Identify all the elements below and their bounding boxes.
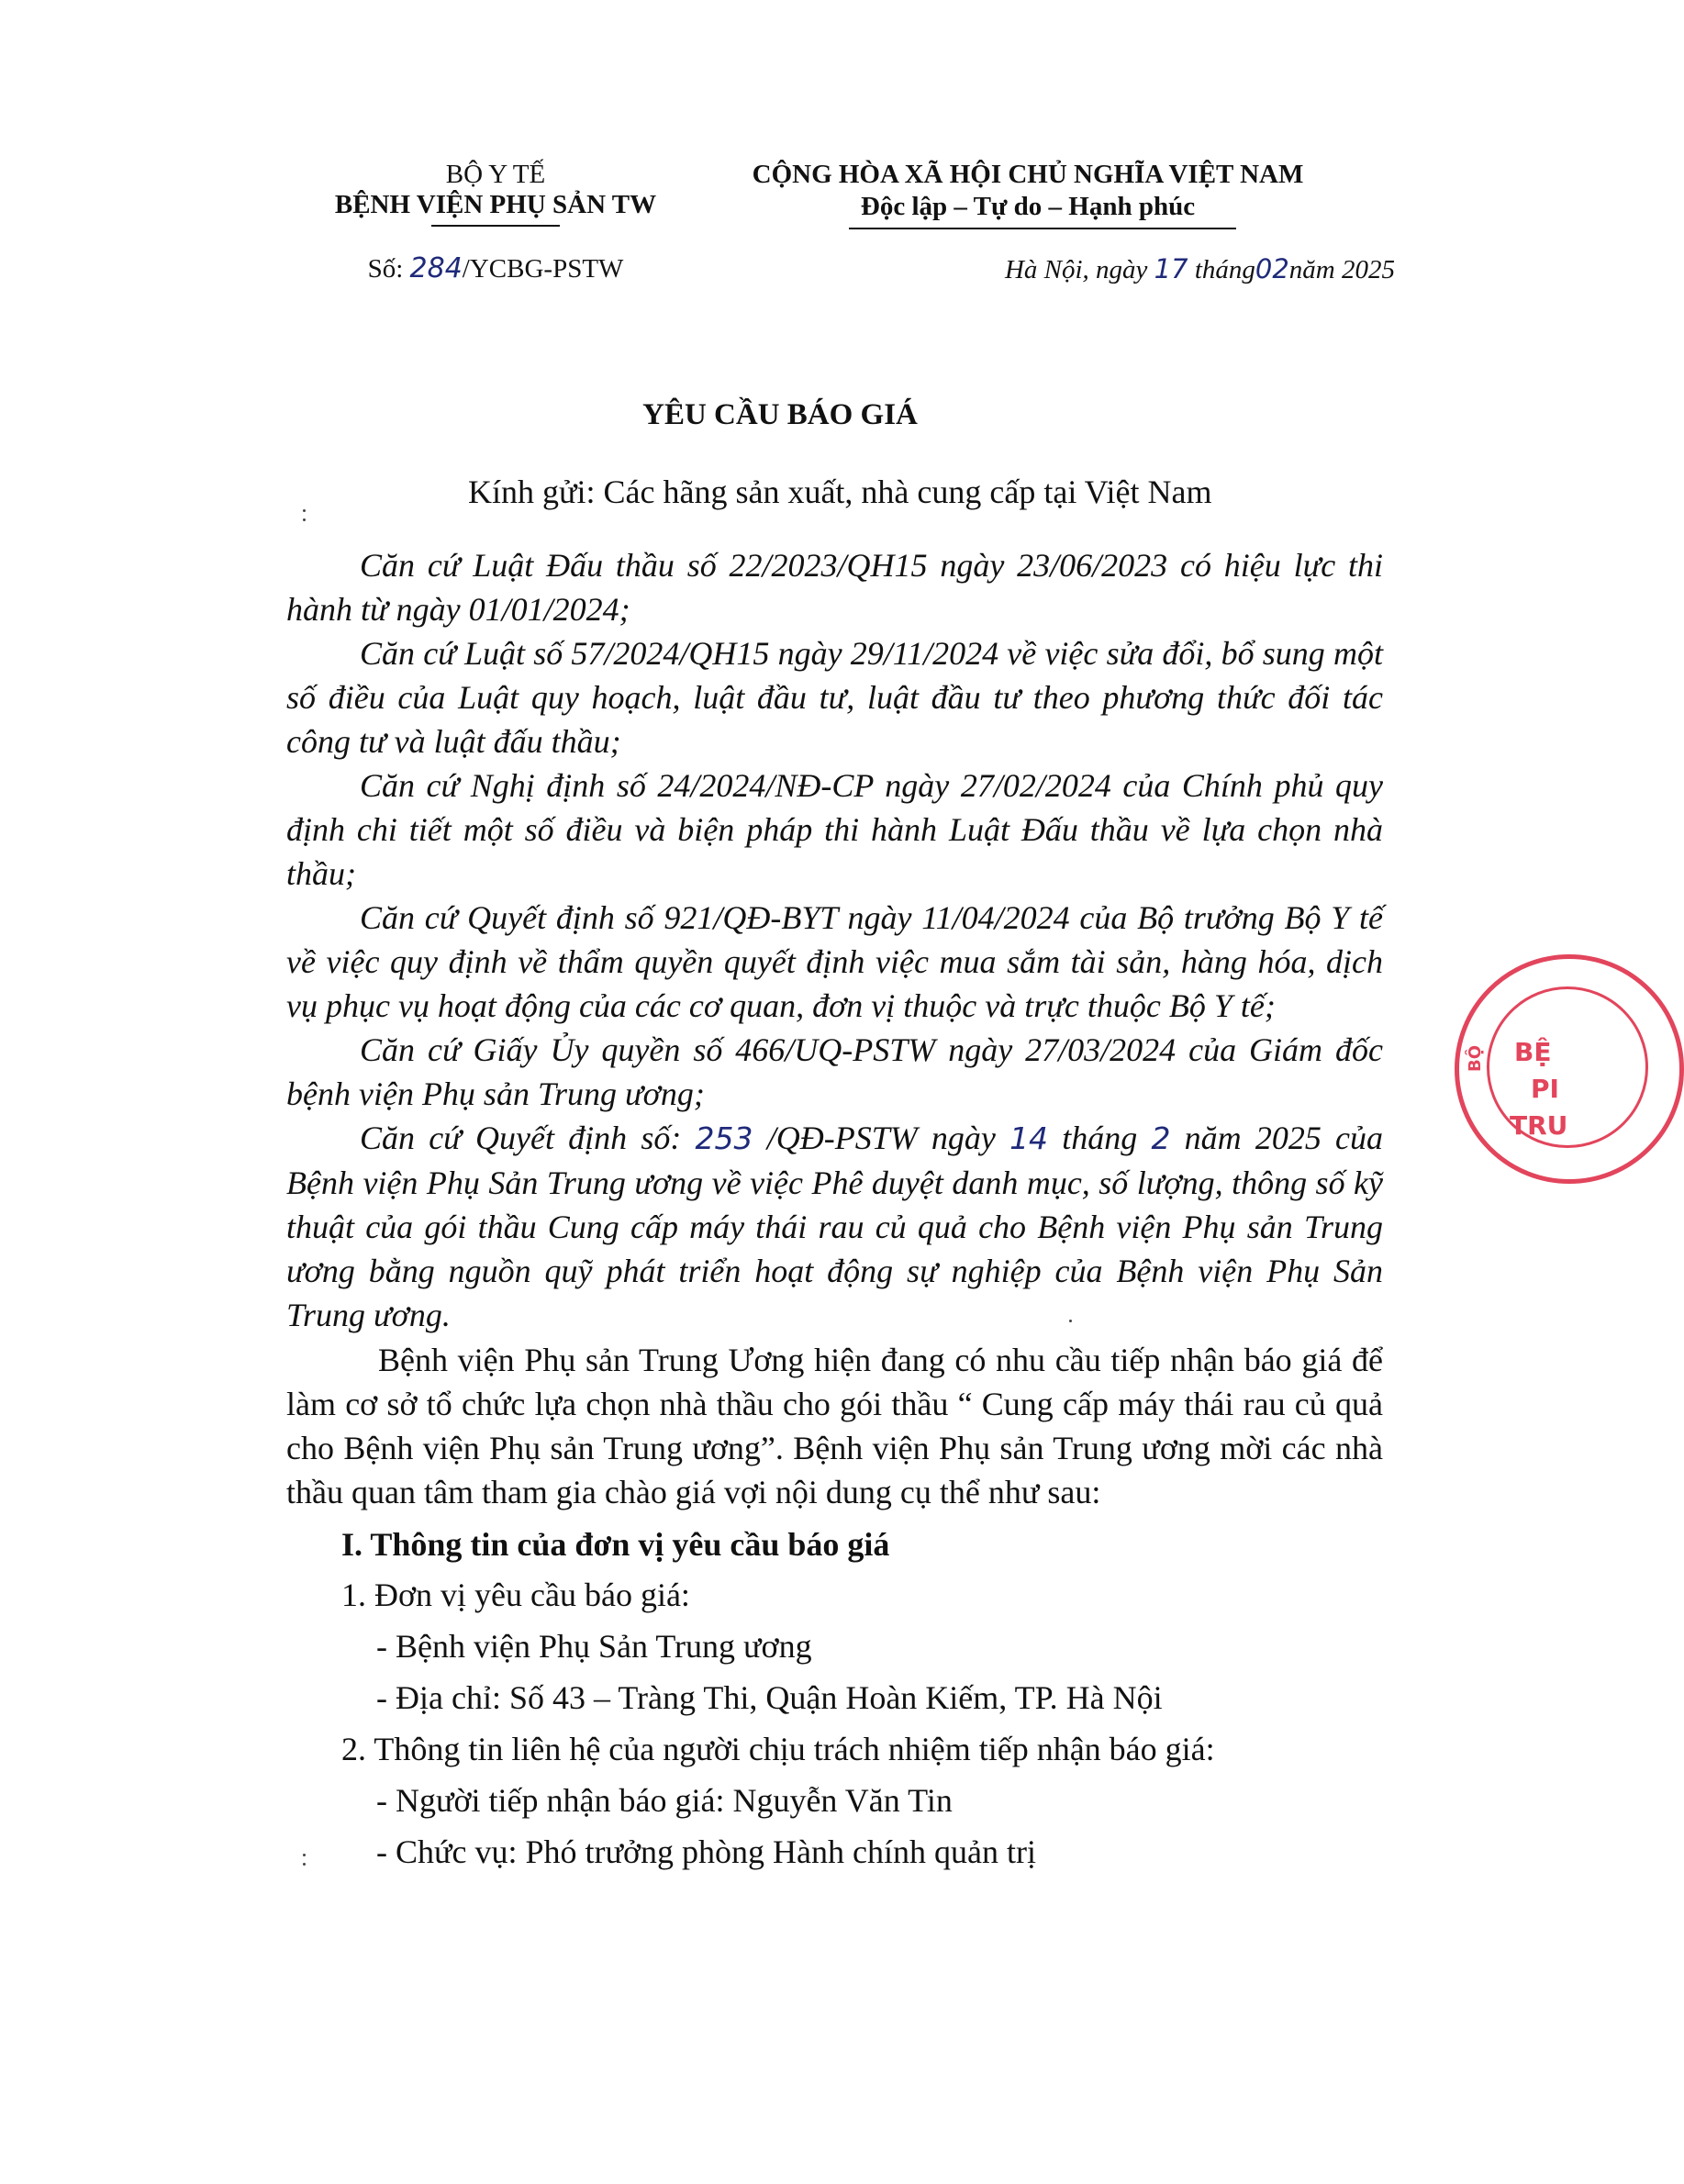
section1-item2: 2. Thông tin liên hệ của người chịu trách nhiệm tiếp nhận báo giá: bbox=[341, 1731, 1215, 1767]
motto: Độc lập – Tự do – Hạnh phúc bbox=[860, 192, 1196, 221]
decision-rest: năm 2025 của Bệnh viện Phụ Sản Trung ương về việc Phê duyệt danh mục, số lượng, thông số kỹ thuật của gói thầu Cung cấp máy thái rau củ quả cho Bệnh viện Phụ sản Trung ương bằng nguồn quỹ phát triển hoạt động sự nghiệp của Bệnh viện Phụ Sản Trung ương. bbox=[286, 1120, 1383, 1333]
ministry-name: BỘ Y TẾ bbox=[445, 160, 546, 189]
hospital-name: BỆNH VIỆN PHỤ SẢN TW bbox=[334, 190, 657, 219]
legal-basis: Căn cứ Nghị định số 24/2024/NĐ-CP ngày 27/02/2024 của Chính phủ quy định chi tiết một số điều và biện pháp thi hành Luật Đấu thầu về lựa chọn nhà thầu; bbox=[286, 767, 1383, 892]
receiver-name: - Người tiếp nhận báo giá: Nguyễn Văn Tin bbox=[376, 1782, 953, 1819]
red-seal-stamp bbox=[1455, 954, 1684, 1184]
decision-number-handwritten: 253 bbox=[695, 1120, 753, 1156]
unit-name: - Bệnh viện Phụ Sản Trung ương bbox=[376, 1628, 812, 1665]
scan-speck bbox=[303, 518, 306, 521]
stamp-line3: TRU bbox=[1510, 1110, 1568, 1141]
scan-speck bbox=[303, 1854, 306, 1856]
stamp-line2: PI bbox=[1531, 1074, 1559, 1104]
stamp-line1: BỆ bbox=[1514, 1037, 1552, 1067]
scan-speck bbox=[303, 1863, 306, 1866]
decision-part2: /QĐ-PSTW ngày bbox=[766, 1120, 996, 1156]
receiver-position: - Chức vụ: Phó trưởng phòng Hành chính quản trị bbox=[376, 1833, 1036, 1870]
legal-basis: Căn cứ Giấy Ủy quyền số 466/UQ-PSTW ngày 27/03/2024 của Giám đốc bệnh viện Phụ sản Trung ương; bbox=[286, 1031, 1383, 1112]
date-part2: tháng bbox=[1194, 255, 1255, 284]
place-date bbox=[844, 252, 1395, 286]
date-part1: Hà Nội, ngày bbox=[1004, 255, 1148, 284]
document-title: YÊU CẦU BÁO GIÁ bbox=[642, 398, 918, 431]
country-name: CỘNG HÒA XÃ HỘI CHỦ NGHĨA VIỆT NAM bbox=[752, 160, 1304, 189]
recipient: Kính gửi: Các hãng sản xuất, nhà cung cấp tại Việt Nam bbox=[468, 474, 1212, 510]
motto-underline bbox=[849, 228, 1236, 229]
decision-day-handwritten: 14 bbox=[1009, 1120, 1049, 1156]
scan-speck bbox=[303, 509, 306, 512]
legal-basis: Căn cứ Luật Đấu thầu số 22/2023/QH15 ngày 23/06/2023 có hiệu lực thi hành từ ngày 01/01/2024; bbox=[286, 547, 1383, 628]
decision-part3: tháng bbox=[1062, 1120, 1138, 1156]
intro-paragraph: Bệnh viện Phụ sản Trung Ương hiện đang có nhu cầu tiếp nhận báo giá để làm cơ sở tổ chức lựa chọn nhà thầu cho gói thầu “ Cung cấp máy thái rau củ quả cho Bệnh viện Phụ sản Trung ương”. Bệnh viện Phụ sản Trung ương mời các nhà thầu quan tâm tham gia chào giá vợi nội dung cụ thể như sau: bbox=[286, 1342, 1383, 1510]
unit-address: - Địa chỉ: Số 43 – Tràng Thi, Quận Hoàn Kiếm, TP. Hà Nội bbox=[376, 1679, 1163, 1716]
legal-basis: Căn cứ Quyết định số 921/QĐ-BYT ngày 11/04/2024 của Bộ trưởng Bộ Y tế về việc quy định về thẩm quyền quyết định việc mua sắm tài sản, hàng hóa, dịch vụ phục vụ hoạt động của các cơ quan, đơn vị thuộc và trực thuộc Bộ Y tế; bbox=[286, 899, 1383, 1024]
legal-bases bbox=[286, 543, 1383, 1337]
number-prefix: Số: bbox=[367, 254, 404, 284]
date-month-handwritten: 02 bbox=[1255, 253, 1289, 284]
scan-speck bbox=[1069, 1320, 1072, 1322]
section1-item1: 1. Đơn vị yêu cầu báo giá: bbox=[341, 1577, 690, 1613]
number-handwritten: 284 bbox=[409, 252, 463, 284]
date-day-handwritten: 17 bbox=[1154, 253, 1188, 284]
hospital-underline bbox=[431, 225, 560, 227]
legal-basis: Căn cứ Luật số 57/2024/QH15 ngày 29/11/2024 về việc sửa đổi, bổ sung một số điều của Luật quy hoạch, luật đầu tư, luật đầu tư theo phương thức đối tác công tư và luật đấu thầu; bbox=[286, 635, 1383, 760]
section1-heading: I. Thông tin của đơn vị yêu cầu báo giá bbox=[341, 1526, 890, 1563]
document-number bbox=[312, 252, 679, 285]
decision-prefix: Căn cứ Quyết định số: bbox=[360, 1120, 682, 1156]
legal-basis-decision bbox=[286, 1116, 1383, 1337]
stamp-left-letter: BỘ bbox=[1466, 1044, 1486, 1073]
decision-month-handwritten: 2 bbox=[1151, 1120, 1171, 1156]
date-part3: năm 2025 bbox=[1288, 255, 1395, 284]
number-suffix: /YCBG-PSTW bbox=[462, 254, 624, 284]
